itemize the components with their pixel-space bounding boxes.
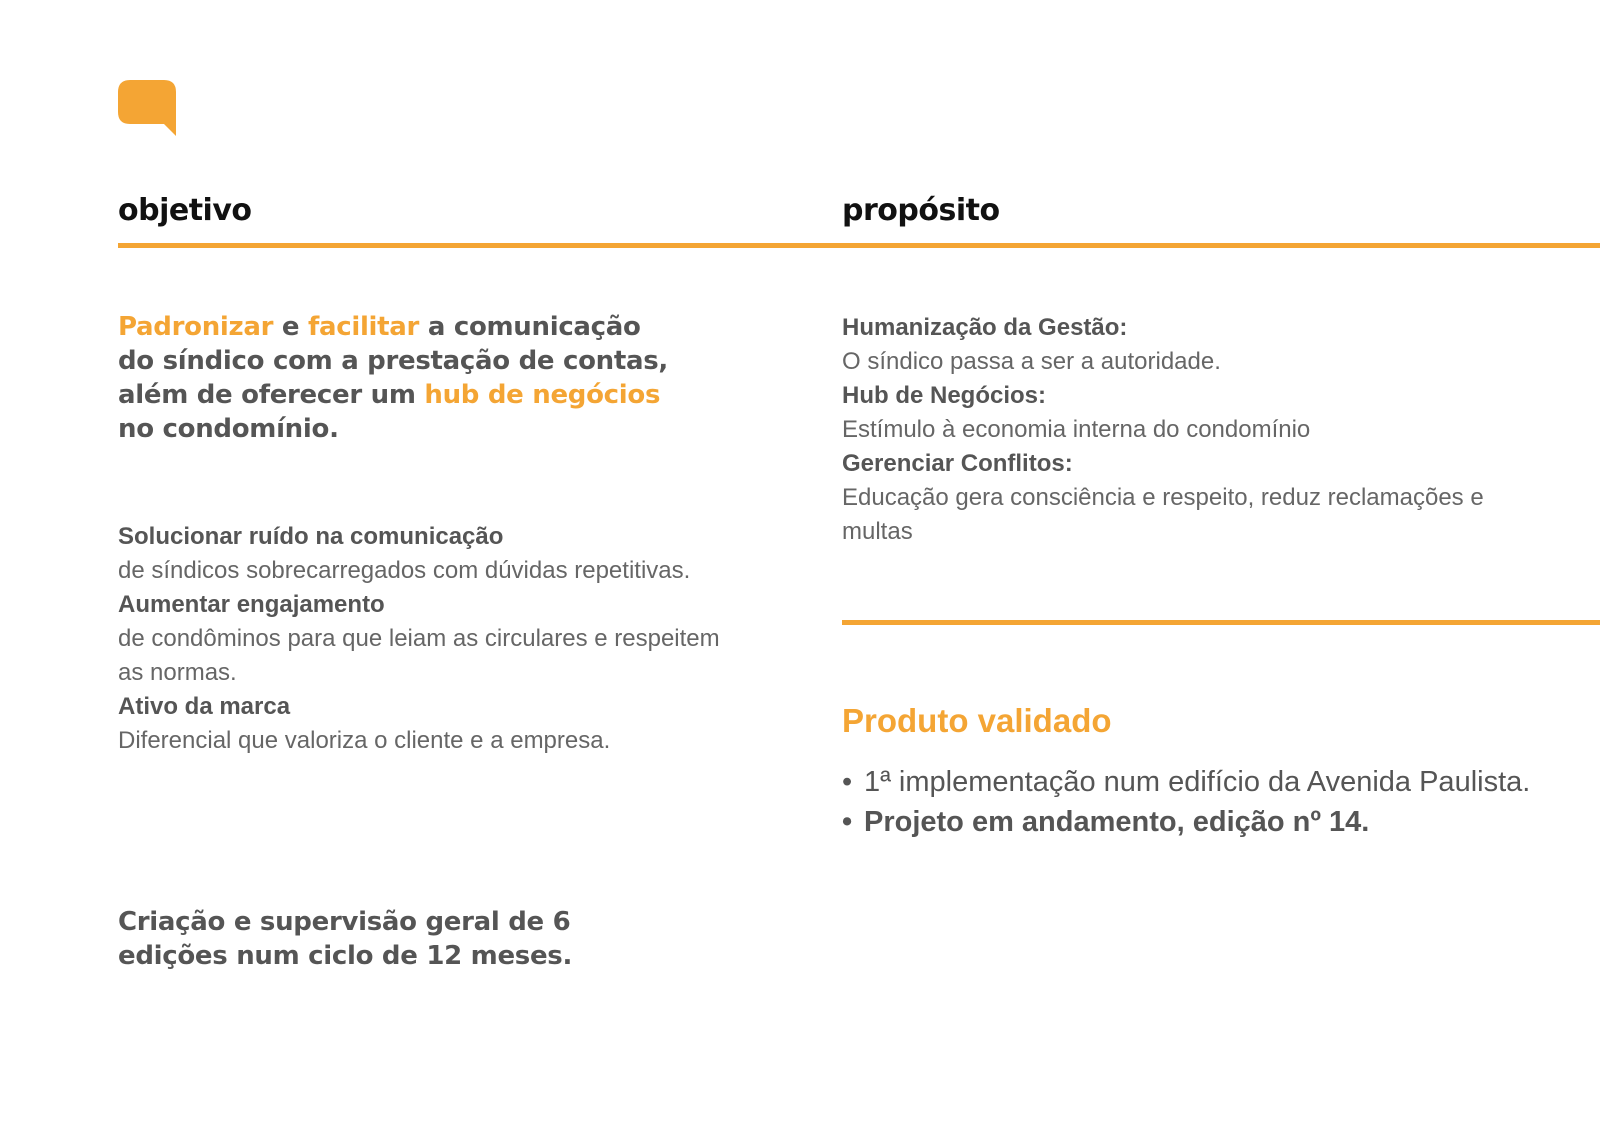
bullet-text: Projeto em andamento, edição nº 14.	[864, 806, 1370, 838]
speech-bubble-icon	[118, 80, 176, 138]
statement-text: e	[273, 312, 308, 342]
highlight-word: Padronizar	[118, 312, 274, 342]
purpose-item-text: O síndico passa a ser a autoridade.	[842, 348, 1221, 375]
section-divider	[842, 620, 1600, 625]
objective-item-title: Ativo da marca	[118, 693, 291, 720]
objective-item-title: Aumentar engajamento	[118, 591, 385, 618]
bullet-dot-icon: •	[842, 766, 853, 798]
top-divider	[118, 243, 1600, 248]
purpose-item-title: Humanização da Gestão:	[842, 314, 1128, 341]
highlight-word: facilitar	[307, 312, 420, 342]
objective-heading: objetivo	[118, 193, 252, 228]
purpose-heading: propósito	[842, 193, 1000, 228]
bullet-item	[842, 802, 1562, 842]
highlight-word: hub de negócios	[424, 380, 661, 410]
bullet-item	[842, 762, 1562, 802]
objective-closing: Criação e supervisão geral de 6 edições num ciclo de 12 meses.	[118, 907, 573, 971]
purpose-item-text: Estímulo à economia interna do condomínio	[842, 416, 1311, 443]
bullet-dot-icon: •	[842, 806, 853, 838]
purpose-item-text: Educação gera consciência e respeito, reduz reclamações e multas	[842, 484, 1484, 545]
objective-item-text: Diferencial que valoriza o cliente e a empresa.	[118, 727, 611, 754]
statement-text: a comunicação do síndico com a prestação de contas, além de oferecer um	[118, 312, 668, 410]
objective-item-text: de síndicos sobrecarregados com dúvidas repetitivas.	[118, 557, 691, 584]
objective-item-title: Solucionar ruído na comunicação	[118, 523, 504, 550]
purpose-item-title: Gerenciar Conflitos:	[842, 450, 1073, 477]
purpose-list	[842, 311, 1542, 549]
objective-statement	[118, 310, 678, 446]
validated-bullets	[842, 762, 1562, 842]
objective-item-text: de condôminos para que leiam as circulares e respeitem as normas.	[118, 625, 720, 686]
statement-text: no condomínio.	[118, 414, 339, 444]
purpose-item-title: Hub de Negócios:	[842, 382, 1047, 409]
bullet-text: 1ª implementação num edifício da Avenida Paulista.	[864, 766, 1531, 798]
validated-title: Produto validado	[842, 702, 1112, 739]
objective-list	[118, 520, 738, 758]
